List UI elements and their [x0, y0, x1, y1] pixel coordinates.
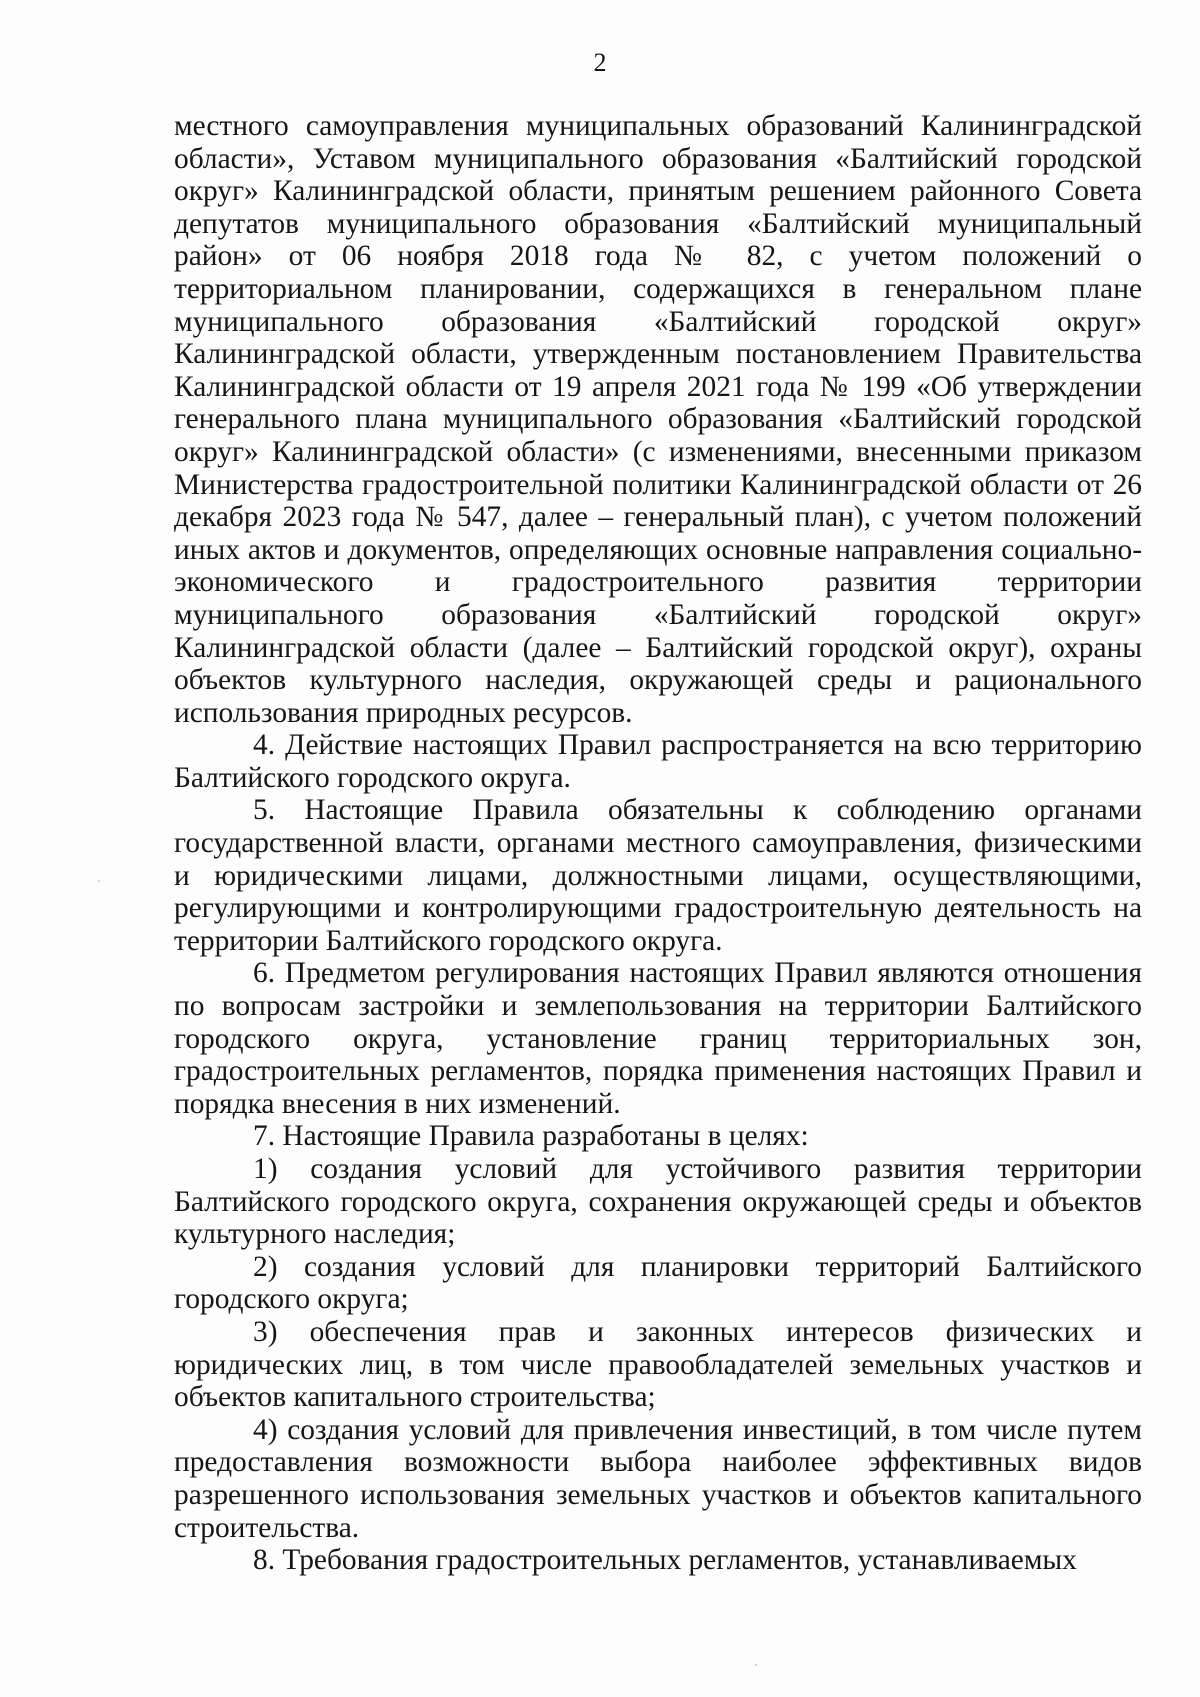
paragraph-continuation-3: местного самоуправления муниципальных образований Калининградской области», Уставом муниципального образования «Балтийский городской округ» Калининградской области, принятым решением районного Совета депутатов муниципального образования «Балтийский муниципальный район» от 06 ноября 2018 года № 82, с учетом положений о территориальном планировании, содержащихся в генеральном плане муниципального образования «Балтийский городской округ» Калининградской области, утвержденным постановлением Правительства Калининградской области от 19 апреля 2021 года № 199 «Об утверждении генерального плана муниципального образования «Балтийский городской округ» Калининградской области» (с изменениями, внесенными приказом Министерства градостроительной политики Калининградской области от 26 декабря 2023 года № 547, далее – генеральный план), с учетом положений иных актов и документов, определяющих основные направления социально-экономического и градостроительного развития территории муниципального образования «Балтийский городской округ» Калининградской области (далее – Балтийский городской округ), охраны объектов культурного наследия, окружающей среды и рационального использования природных ресурсов. — [174, 110, 1142, 729]
paragraph-item-7: 7. Настоящие Правила разработаны в целях: — [253, 1120, 809, 1153]
paragraph-item-8: 8. Требования градостроительных регламентов, устанавливаемых — [253, 1544, 1077, 1577]
scan-artifact — [755, 1664, 757, 1666]
paragraph-item-6: 6. Предметом регулирования настоящих Правил являются отношения по вопросам застройки и землепользования на территории Балтийского городского округа, установление границ территориальных зон, градостроительных регламентов, порядка применения настоящих Правил и порядка внесения в них изменений. — [174, 957, 1142, 1120]
page-number: 2 — [593, 48, 607, 77]
paragraph-item-4: 4. Действие настоящих Правил распространяется на всю территорию Балтийского городского округа. — [174, 729, 1142, 794]
subitem-7-2: 2) создания условий для планировки территорий Балтийского городского округа; — [174, 1250, 1142, 1316]
document-body — [174, 110, 1142, 1577]
subitem-7-3: 3) обеспечения прав и законных интересов физических и юридических лиц, в том числе правообладателей земельных участков и объектов капитального строительства; — [174, 1315, 1142, 1414]
paragraph-item-5: 5. Настоящие Правила обязательны к соблюдению органами государственной власти, органами местного самоуправления, физическими и юридическими лицами, должностными лицами, осуществляющими, регулирующими и контролирующими градостроительную деятельность на территории Балтийского городского округа. — [174, 794, 1142, 957]
scan-artifact — [98, 880, 100, 882]
subitem-7-1: 1) создания условий для устойчивого развития территории Балтийского городского округа, сохранения окружающей среды и объектов культурного наследия; — [174, 1153, 1142, 1251]
subitem-7-4: 4) создания условий для привлечения инвестиций, в том числе путем предоставления возможности выбора наиболее эффективных видов разрешенного использования земельных участков и объектов капитального строительства. — [174, 1413, 1142, 1544]
